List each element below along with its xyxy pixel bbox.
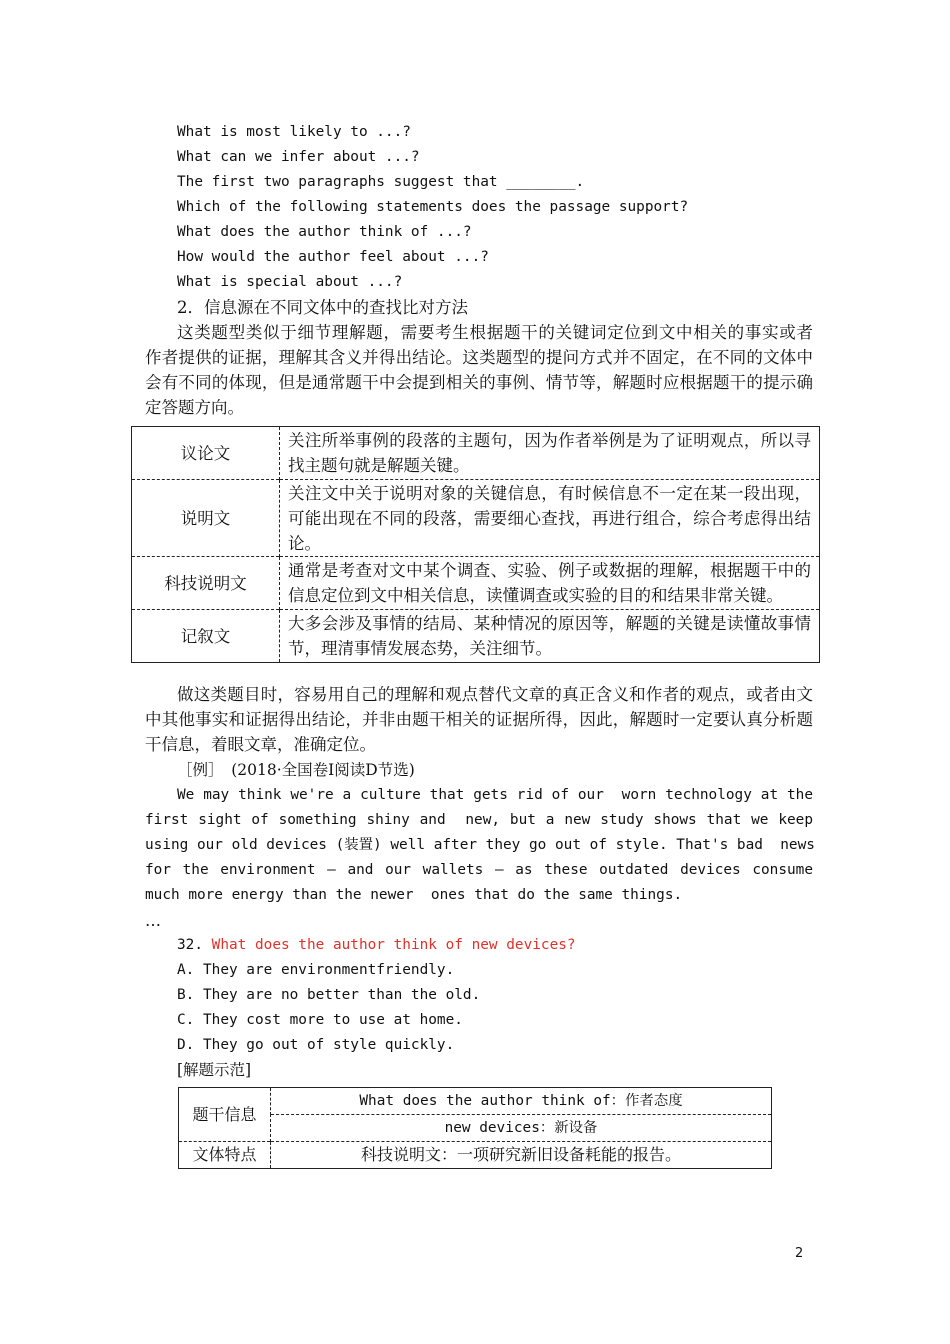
advice-line: 做这类题目时，容易用自己的理解和观点替代文章的真正含义和作者的观点，或者由文	[177, 685, 813, 704]
table-row	[132, 610, 820, 663]
genre-table	[131, 426, 820, 663]
question-stem: How would the author feel about ...?	[177, 249, 489, 265]
row-line: What does the author think of：作者态度	[359, 1093, 683, 1109]
row-line: new devices：新设备	[271, 1115, 772, 1142]
table-row	[132, 557, 820, 610]
solution-label: [解题示范]	[177, 1061, 252, 1079]
option-b: B. They are no better than the old.	[177, 987, 481, 1003]
genre-type: 科技说明文	[132, 557, 280, 610]
example-label: ［例］ (2018·全国卷Ⅰ阅读D节选)	[177, 761, 415, 779]
question-stem: What is most likely to ...?	[177, 124, 411, 140]
intro-paragraph	[145, 320, 813, 420]
example-passage	[145, 783, 813, 908]
table-row	[132, 480, 820, 557]
intro-line: 定答题方向。	[145, 398, 244, 417]
row-label: 题干信息	[179, 1088, 271, 1142]
question-text: What does the author think of new devices?	[211, 937, 576, 953]
passage-line: using our old devices (装置) well after they go out of style. That's bad news	[145, 837, 815, 853]
genre-desc: 通常是考查对文中某个调查、实验、例子或数据的理解，根据题干中的信息定位到文中相关信息，读懂调查或实验的目的和结果非常关键。	[280, 557, 820, 610]
question-stem: What does the author think of ...?	[177, 224, 472, 240]
page-number: 2	[795, 1246, 804, 1261]
question-stem: Which of the following statements does the passage support?	[177, 199, 689, 215]
table-row	[179, 1142, 772, 1169]
ellipsis: …	[145, 911, 161, 930]
genre-type: 记叙文	[132, 610, 280, 663]
row-line: 科技说明文：一项研究新旧设备耗能的报告。	[271, 1142, 772, 1169]
table-row	[179, 1088, 772, 1115]
option-a: A. They are environmentfriendly.	[177, 962, 455, 978]
genre-desc: 大多会涉及事情的结局、某种情况的原因等，解题的关键是读懂故事情节，理清事情发展态势，关注细节。	[280, 610, 820, 663]
table-row	[132, 427, 820, 480]
intro-line: 作者提供的证据，理解其含义并得出结论。这类题型的提问方式并不固定，在不同的文体中	[145, 348, 813, 367]
genre-type: 议论文	[132, 427, 280, 480]
intro-line: 这类题型类似于细节理解题，需要考生根据题干的关键词定位到文中相关的事实或者	[177, 323, 813, 342]
passage-line: much more energy than the newer ones that do the same things.	[145, 887, 683, 903]
option-c: C. They cost more to use at home.	[177, 1012, 463, 1028]
passage-line: We may think we're a culture that gets rid of our worn technology at the	[177, 787, 813, 803]
intro-line: 会有不同的体现，但是通常题干中会提到相关的事例、情节等，解题时应根据题干的提示确	[145, 373, 813, 392]
question-number: 32.	[177, 937, 203, 953]
option-d: D. They go out of style quickly.	[177, 1037, 455, 1053]
genre-desc: 关注所举事例的段落的主题句，因为作者举例是为了证明观点，所以寻找主题句就是解题关键。	[288, 431, 811, 475]
solution-table	[178, 1087, 772, 1169]
passage-line: first sight of something shiny and new, but a new study shows that we keep	[145, 812, 813, 828]
passage-line: for the environment — and our wallets — as these outdated devices consume	[145, 862, 813, 878]
genre-type: 说明文	[132, 480, 280, 557]
question-stem: What can we infer about ...?	[177, 149, 420, 165]
advice-line: 干信息，着眼文章，准确定位。	[145, 735, 376, 754]
advice-line: 中其他事实和证据得出结论，并非由题干相关的证据所得，因此，解题时一定要认真分析题	[145, 710, 813, 729]
section-heading: 2．信息源在不同文体中的查找比对方法	[177, 298, 468, 317]
question-stem: The first two paragraphs suggest that ________.	[177, 174, 585, 190]
genre-desc: 关注文中关于说明对象的关键信息，有时候信息不一定在某一段出现，可能出现在不同的段落，需要细心查找，再进行组合，综合考虑得出结论。	[280, 480, 820, 557]
question-32	[177, 933, 576, 958]
question-stem: What is special about ...?	[177, 274, 403, 290]
advice-paragraph	[145, 682, 813, 757]
row-label: 文体特点	[179, 1142, 271, 1169]
